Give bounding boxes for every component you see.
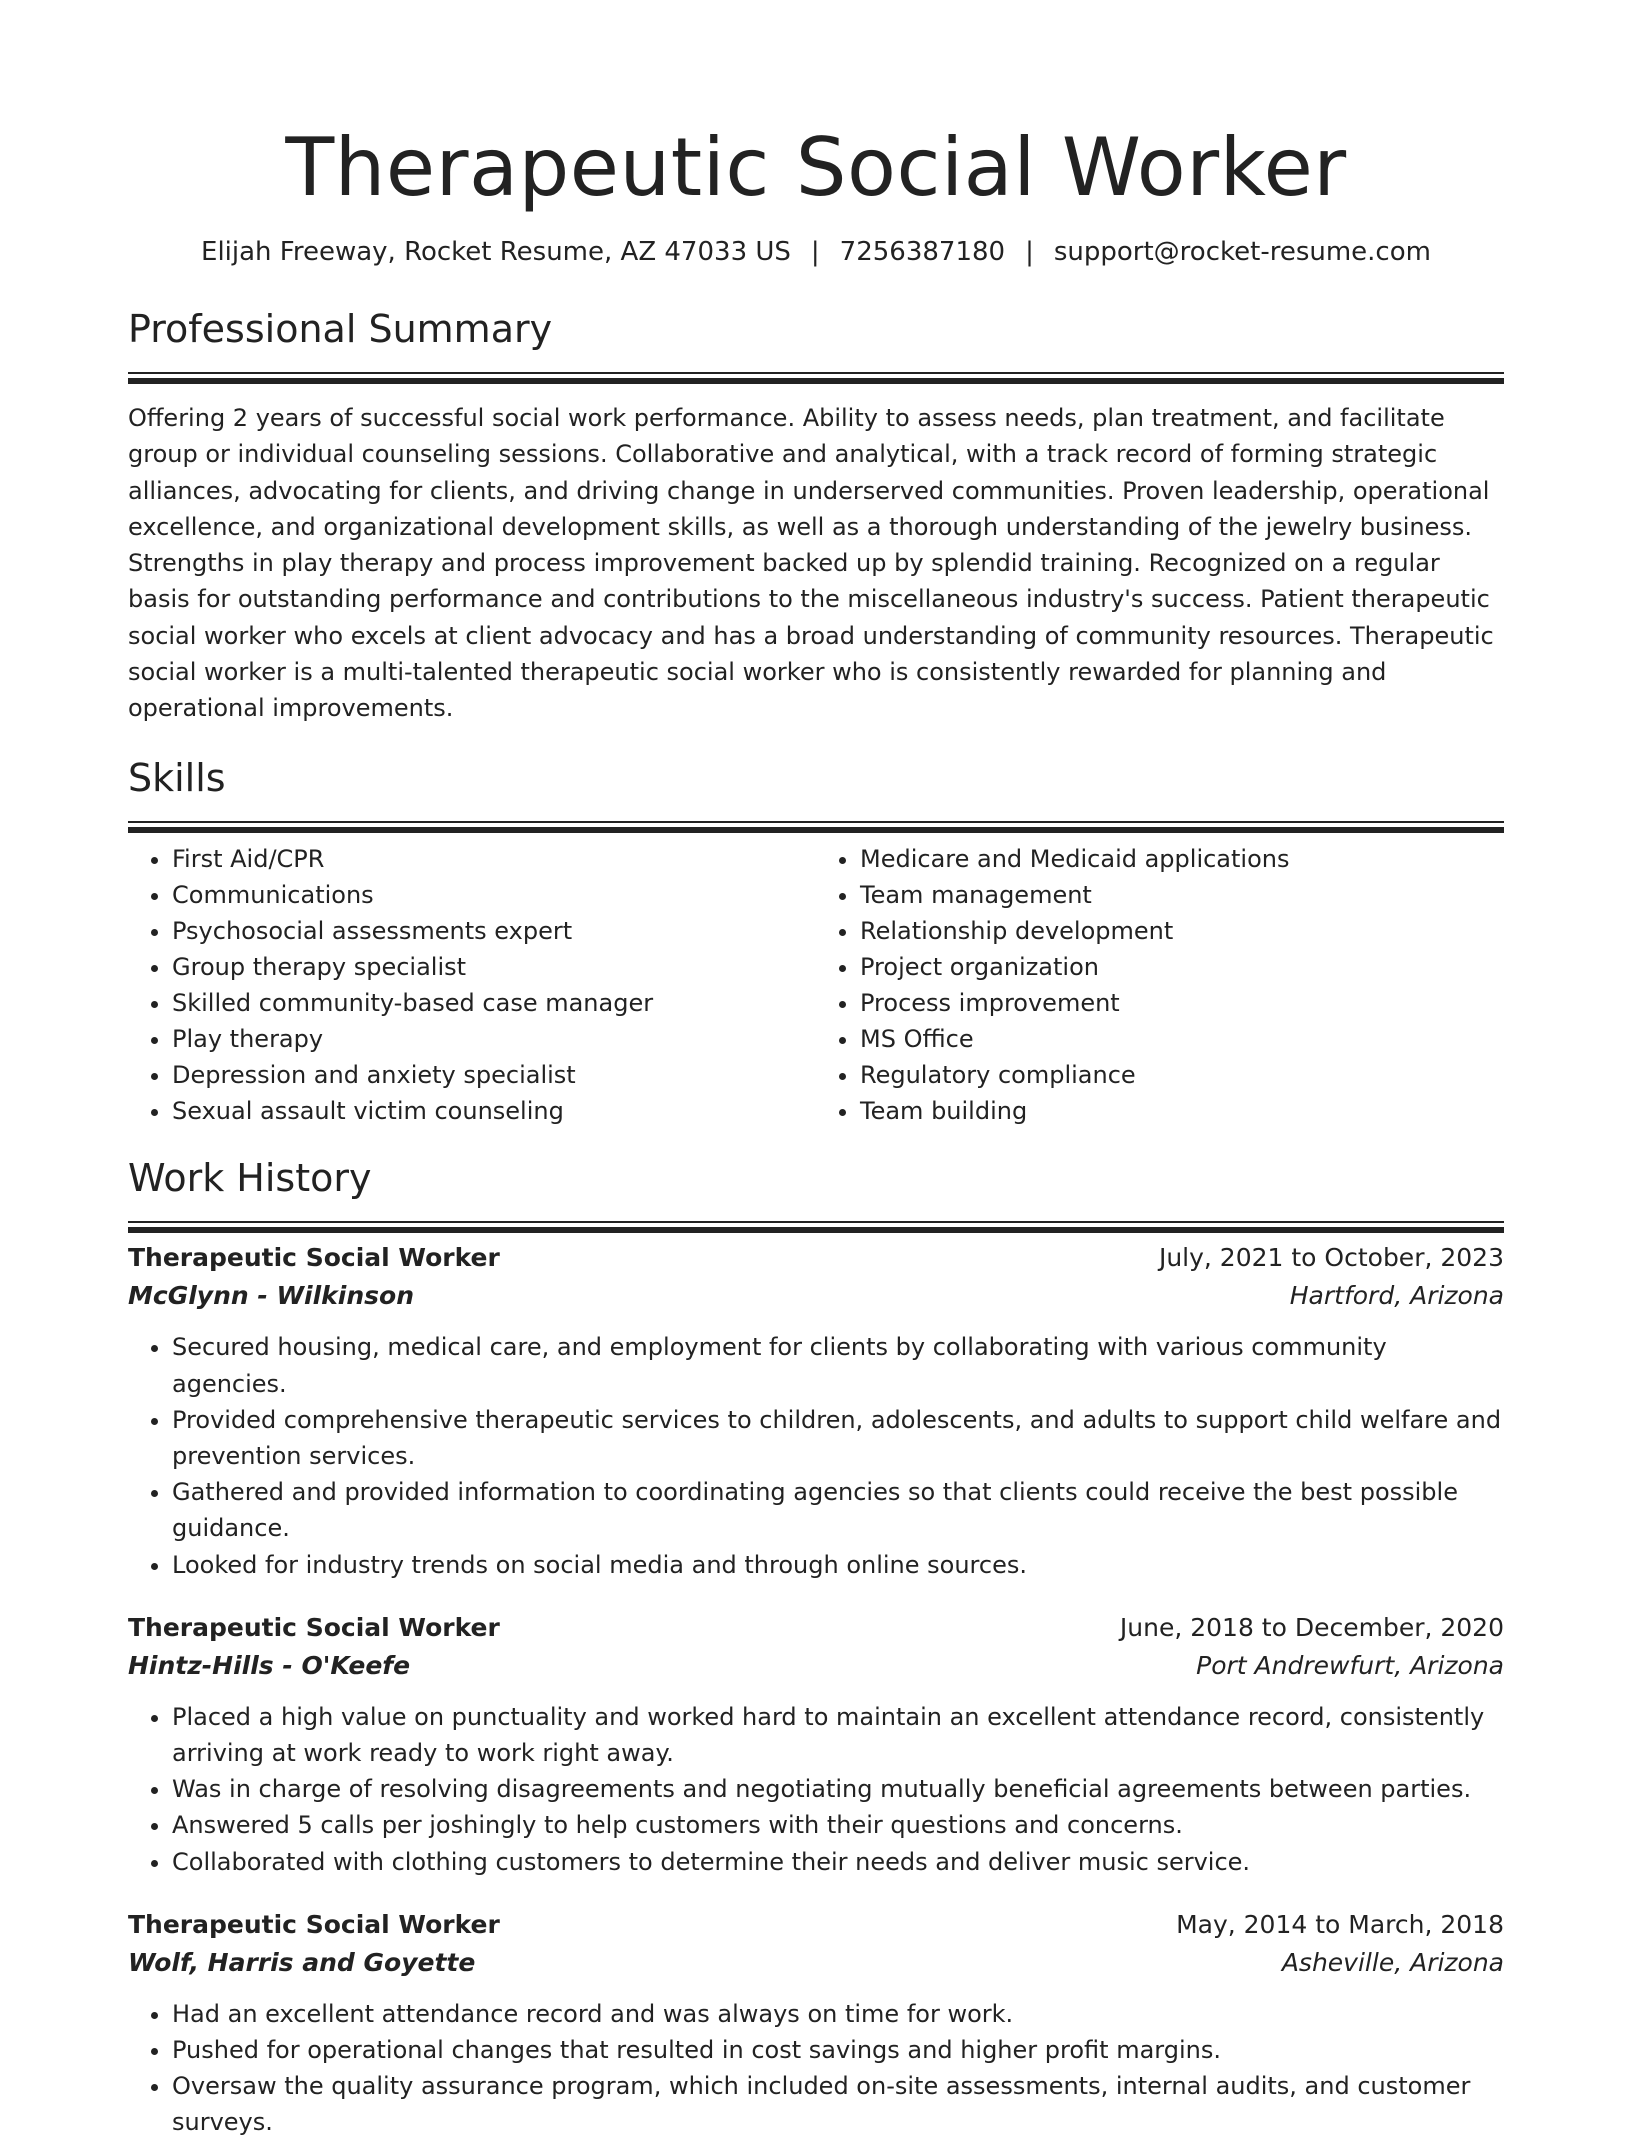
skill-item: • Psychosocial assessments expert [172,913,816,949]
job-company: Hintz-Hills - O'Keefe [128,1650,411,1680]
section-divider [128,821,1504,823]
skill-item: • Group therapy specialist [172,949,816,985]
job-bullet: • Secured housing, medical care, and employment for clients by collaborating with various community agencies. [172,1329,1504,1401]
skill-item: • Sexual assault victim counseling [172,1093,816,1129]
job-bullet: • Pushed for operational changes that resulted in cost savings and higher profit margins. [172,2032,1504,2068]
job-dates: June, 2018 to December, 2020 [1119,1612,1504,1642]
job-bullet: • Collaborated with clothing customers to determine their needs and deliver music service. [172,1844,1504,1880]
contact-separator: | [810,237,820,267]
job-bullet: • Oversaw the quality assurance program, which included on-site assessments, internal audits, and customer surveys. [172,2068,1504,2140]
job-dates: July, 2021 to October, 2023 [1158,1243,1504,1273]
section-divider [128,1221,1504,1223]
job-company: McGlynn - Wilkinson [128,1281,415,1311]
skill-item: • Depression and anxiety specialist [172,1057,816,1093]
job-company: Wolf, Harris and Goyette [128,1947,476,1977]
job-location: Hartford, Arizona [1289,1281,1504,1311]
skill-item: • Medicare and Medicaid applications [860,841,1504,877]
job-entry [128,1609,1504,1880]
skill-item: • MS Office [860,1021,1504,1057]
section-divider [128,372,1504,374]
contact-address: Elijah Freeway, Rocket Resume, AZ 47033 US [201,237,791,267]
skills-section [128,753,1504,1130]
resume-name: Therapeutic Social Worker [285,121,1347,214]
section-title-summary: Professional Summary [128,307,553,351]
job-list [128,1239,1504,2140]
skill-item: • Project organization [860,949,1504,985]
skill-item: • Relationship development [860,913,1504,949]
skills-list [128,841,1504,1130]
skill-item: • Play therapy [172,1021,816,1057]
resume-page [128,0,1504,2141]
job-bullet: • Answered 5 calls per joshingly to help customers with their questions and concerns. [172,1807,1504,1843]
job-bullet: • Looked for industry trends on social media and through online sources. [172,1547,1504,1583]
job-location: Asheville, Arizona [1281,1947,1504,1977]
section-title-skills: Skills [128,755,226,800]
contact-email: support@rocket-resume.com [1053,237,1431,267]
contact-line [128,234,1504,270]
job-bullets [128,1996,1504,2141]
skill-item: • Communications [172,877,816,913]
job-entry [128,1239,1504,1582]
job-bullet: • Placed a high value on punctuality and worked hard to maintain an excellent attendance record, consistently arriving at work ready to work right away. [172,1699,1504,1771]
job-dates: May, 2014 to March, 2018 [1176,1909,1504,1939]
work-history-section [128,1153,1504,2140]
job-bullet: • Was in charge of resolving disagreements and negotiating mutually beneficial agreements between parties. [172,1771,1504,1807]
skill-item: • Team management [860,877,1504,913]
job-bullets [128,1699,1504,1880]
job-entry [128,1906,1504,2141]
skill-item: • Skilled community-based case manager [172,985,816,1021]
skill-item: • Regulatory compliance [860,1057,1504,1093]
skill-item: • First Aid/CPR [172,841,816,877]
job-title: Therapeutic Social Worker [128,1612,500,1642]
skill-item: • Team building [860,1093,1504,1129]
section-title-work-history: Work History [128,1156,372,1201]
job-bullets [128,1329,1504,1582]
contact-separator: | [1025,237,1034,267]
job-bullet: • Gathered and provided information to coordinating agencies so that clients could receive the best possible guidance. [172,1474,1504,1546]
job-bullet: • Had an excellent attendance record and was always on time for work. [172,1996,1504,2032]
job-location: Port Andrewfurt, Arizona [1196,1650,1504,1680]
contact-phone: 7256387180 [839,237,1006,267]
job-bullet: • Provided comprehensive therapeutic services to children, adolescents, and adults to support child welfare and prevention services. [172,1402,1504,1474]
summary-section [128,304,1504,727]
skills-column-left [128,841,816,1130]
skills-column-right [816,841,1504,1130]
summary-text: Offering 2 years of successful social work performance. Ability to assess needs, plan treatment, and facilitate group or individual counseling sessions. Collaborative and analytical, with a track record of forming strategic alliances, advocating for clients, and driving change in underserved communities. Proven leadership, operational excellence, and organizational development skills, as well as a thorough understanding of the jewelry business. Strengths in play therapy and process improvement backed up by splendid training. Recognized on a regular basis for outstanding performance and contributions to the miscellaneous industry's success. Patient therapeutic social worker who excels at client advocacy and has a broad understanding of community resources. Therapeutic social worker is a multi-talented therapeutic social worker who is consistently rewarded for planning and operational improvements. [128,404,1494,723]
skill-item: • Process improvement [860,985,1504,1021]
job-title: Therapeutic Social Worker [128,1243,500,1273]
job-title: Therapeutic Social Worker [128,1909,500,1939]
